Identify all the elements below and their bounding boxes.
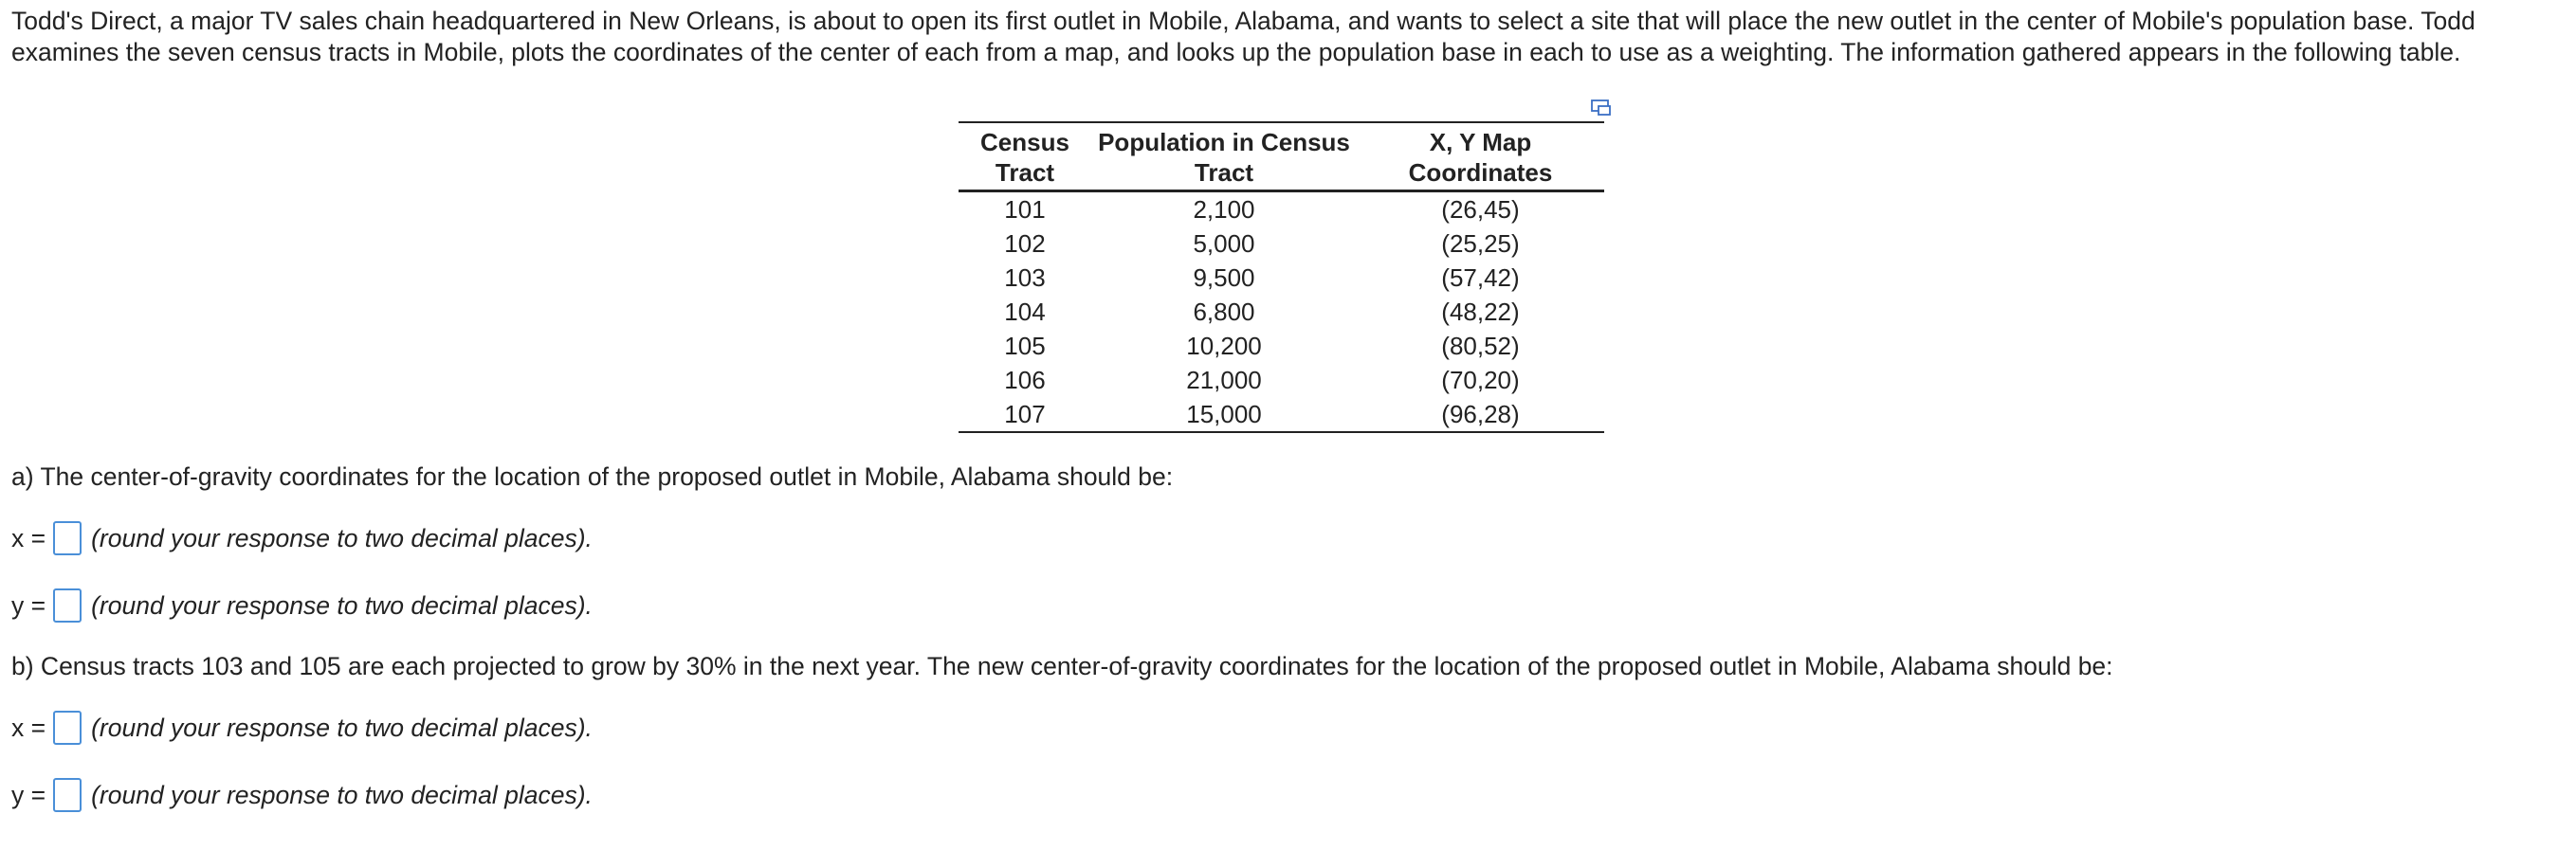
table-row — [959, 329, 1604, 363]
census-table-container — [959, 121, 1604, 433]
cell-population: 15,000 — [1091, 397, 1357, 432]
table-row — [959, 295, 1604, 329]
census-data-table — [959, 121, 1604, 433]
problem-statement: Todd's Direct, a major TV sales chain headquartered in New Orleans, is about to open its first outlet in Mobile, Alabama, and wants to select a site that will place the new outlet in the center of Mobile's population base. Todd examines the seven census tracts in Mobile, plots the coordinates of the center of each from a map, and looks up the population base in each to use as a weighting. The information gathered appears in the following table. — [11, 7, 2476, 66]
header-coordinates-line2: Coordinates — [1357, 157, 1604, 191]
table-row — [959, 226, 1604, 261]
part-a-x-label: x = — [11, 524, 46, 552]
cell-coordinates: (70,20) — [1441, 366, 1520, 394]
part-a-x-hint: (round your response to two decimal places). — [91, 524, 593, 552]
cell-coordinates: (26,45) — [1441, 195, 1520, 224]
cell-tract: 106 — [1004, 366, 1046, 394]
part-b-x-hint: (round your response to two decimal places). — [91, 714, 593, 742]
cell-tract: 102 — [1004, 229, 1046, 258]
cell-population: 2,100 — [1193, 195, 1255, 224]
part-a-y-row — [11, 587, 593, 624]
cell-coordinates: (96,28) — [1357, 397, 1604, 432]
cell-tract: 101 — [1004, 195, 1046, 224]
cell-coordinates: (80,52) — [1441, 332, 1520, 360]
table-row — [959, 363, 1604, 397]
cell-coordinates: (25,25) — [1441, 229, 1520, 258]
header-census-tract-line2: Tract — [959, 157, 1091, 191]
part-a-y-hint: (round your response to two decimal places). — [91, 591, 593, 620]
header-census-tract: Census — [959, 122, 1091, 157]
part-b-y-label: y = — [11, 781, 46, 809]
part-b-x-row — [11, 709, 593, 747]
table-header-row — [959, 122, 1604, 157]
cell-tract: 105 — [1004, 332, 1046, 360]
part-a-x-row — [11, 519, 593, 557]
cell-tract: 107 — [959, 397, 1091, 432]
part-b-y-hint: (round your response to two decimal places). — [91, 781, 593, 809]
cell-population: 5,000 — [1193, 229, 1255, 258]
expand-table-icon[interactable] — [1591, 99, 1612, 117]
part-a-y-label: y = — [11, 591, 46, 620]
cell-coordinates: (48,22) — [1441, 298, 1520, 326]
table-row — [959, 397, 1604, 432]
part-b-x-input[interactable] — [53, 711, 82, 745]
part-b-question: b) Census tracts 103 and 105 are each projected to grow by 30% in the next year. The new center-of-gravity coordinates for the location of the proposed outlet in Mobile, Alabama should be: — [11, 652, 2113, 680]
header-population: Population in Census — [1091, 122, 1357, 157]
header-population-line2: Tract — [1091, 157, 1357, 191]
part-b-y-input[interactable] — [53, 778, 82, 812]
table-header-row — [959, 157, 1604, 191]
part-a-x-input[interactable] — [53, 521, 82, 555]
cell-coordinates: (57,42) — [1441, 263, 1520, 292]
header-coordinates: X, Y Map — [1357, 122, 1604, 157]
cell-population: 10,200 — [1186, 332, 1262, 360]
part-b-x-label: x = — [11, 714, 46, 742]
cell-tract: 104 — [1004, 298, 1046, 326]
part-b-y-row — [11, 776, 593, 814]
table-row — [959, 191, 1604, 227]
cell-population: 6,800 — [1193, 298, 1255, 326]
part-a-y-input[interactable] — [53, 588, 82, 623]
table-row — [959, 261, 1604, 295]
cell-population: 9,500 — [1193, 263, 1255, 292]
part-a-question: a) The center-of-gravity coordinates for the location of the proposed outlet in Mobile, Alabama should be: — [11, 462, 1174, 491]
cell-tract: 103 — [1004, 263, 1046, 292]
cell-population: 21,000 — [1186, 366, 1262, 394]
